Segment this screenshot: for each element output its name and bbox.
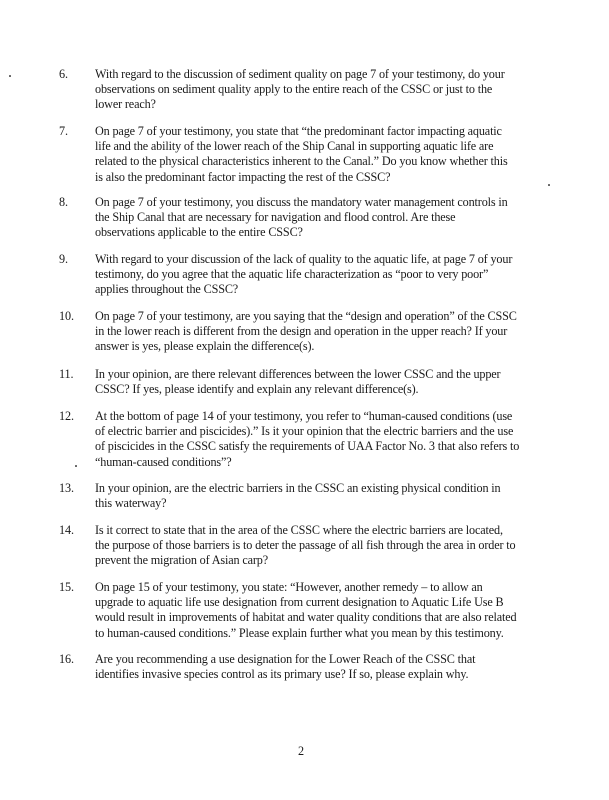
question-number: 8.	[59, 195, 68, 209]
question-text	[95, 523, 547, 569]
text-line: the Ship Canal that are necessary for navigation and flood control. Are these	[95, 210, 456, 225]
text-line: In your opinion, are there relevant differences between the lower CSSC and the upper	[95, 367, 501, 381]
text-line: life and the ability of the lower reach of the Ship Canal in supporting aquatic life are	[95, 139, 494, 154]
text-line: applies throughout the CSSC?	[95, 282, 239, 297]
scan-speck	[9, 75, 11, 77]
text-line: testimony, do you agree that the aquatic life characterization as “poor to very poor”	[95, 267, 489, 282]
question-number: 10.	[59, 309, 74, 323]
question-number: 12.	[59, 409, 74, 423]
text-line: is also the predominant factor impacting the rest of the CSSC?	[95, 169, 391, 184]
text-line: CSSC? If yes, please identify and explain any relevant difference(s).	[95, 382, 419, 397]
page-number: 2	[298, 744, 305, 758]
text-line: On page 7 of your testimony, you discuss the mandatory water management controls in	[95, 195, 508, 209]
text-line: of piscicides in the CSSC satisfy the requirements of UAA Factor No. 3 that also refers to	[95, 439, 520, 454]
text-line: would result in improvements of habitat and water quality conditions that are also related	[95, 610, 517, 625]
question-number: 16.	[59, 652, 74, 666]
scan-speck	[548, 184, 550, 186]
text-line: upgrade to aquatic life use designation from current designation to Aquatic Life Use B	[95, 595, 504, 610]
question-text	[95, 252, 547, 298]
text-line: the purpose of those barriers is to deter the passage of all fish through the area in order to	[95, 538, 516, 553]
text-line: With regard to your discussion of the lack of quality to the aquatic life, at page 7 of your	[95, 252, 513, 266]
question-number: 13.	[59, 481, 74, 495]
text-line: observations on sediment quality apply to the entire reach of the CSSC or just to the	[95, 82, 493, 97]
text-line: Is it correct to state that in the area of the CSSC where the electric barriers are located,	[95, 523, 503, 537]
question-number: 15.	[59, 580, 74, 594]
text-line: prevent the migration of Asian carp?	[95, 553, 268, 568]
question-number: 6.	[59, 67, 68, 81]
question-number: 11.	[59, 367, 74, 381]
question-text	[95, 195, 547, 241]
question-number: 7.	[59, 124, 68, 138]
text-line: answer is yes, please explain the difference(s).	[95, 339, 315, 354]
question-text	[95, 309, 547, 355]
text-line: this waterway?	[95, 496, 167, 511]
text-line: lower reach?	[95, 97, 156, 112]
text-line: At the bottom of page 14 of your testimony, you refer to “human-caused conditions (use	[95, 409, 513, 423]
question-text	[95, 67, 547, 113]
question-text	[95, 481, 547, 511]
question-text	[95, 652, 547, 682]
question-number: 9.	[59, 252, 68, 266]
text-line: identifies invasive species control as its primary use? If so, please explain why.	[95, 667, 469, 682]
text-line: of electric barrier and piscicides).” Is it your opinion that the electric barriers and the use	[95, 424, 514, 439]
text-line: On page 15 of your testimony, you state: “However, another remedy – to allow an	[95, 580, 483, 594]
text-line: related to the physical characteristics inherent to the Canal.” Do you know whether this	[95, 154, 508, 169]
text-line: “human-caused conditions”?	[95, 454, 232, 469]
text-line: On page 7 of your testimony, are you saying that the “design and operation” of the CSSC	[95, 309, 517, 323]
question-text	[95, 367, 547, 397]
text-line: to human-caused conditions.” Please explain further what you mean by this testimony.	[95, 625, 504, 640]
text-line: In your opinion, are the electric barriers in the CSSC an existing physical condition in	[95, 481, 501, 495]
text-line: On page 7 of your testimony, you state that “the predominant factor impacting aquatic	[95, 124, 502, 138]
question-text	[95, 124, 547, 185]
text-line: Are you recommending a use designation for the Lower Reach of the CSSC that	[95, 652, 476, 666]
text-line: observations applicable to the entire CSSC?	[95, 225, 303, 240]
scan-speck	[75, 465, 77, 467]
text-line: With regard to the discussion of sediment quality on page 7 of your testimony, do your	[95, 67, 505, 81]
text-line: in the lower reach is different from the design and operation in the upper reach? If your	[95, 324, 508, 339]
question-number: 14.	[59, 523, 74, 537]
question-text	[95, 409, 547, 470]
question-text	[95, 580, 547, 641]
